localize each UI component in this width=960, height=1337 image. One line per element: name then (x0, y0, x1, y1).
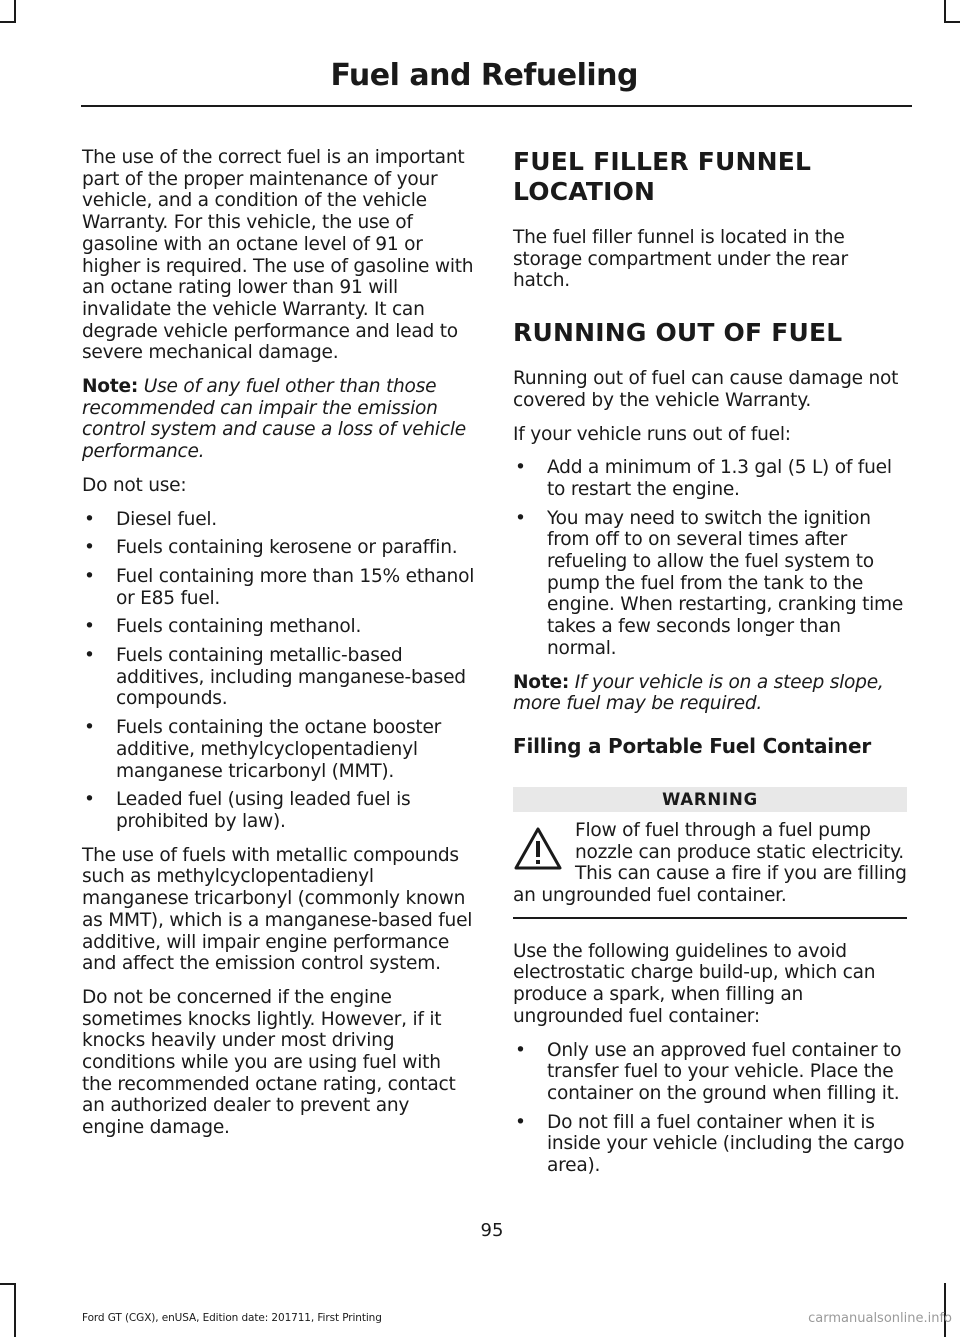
bullet: • (84, 645, 95, 667)
list-item-text: Fuels containing methanol. (116, 616, 362, 638)
bullet: • (84, 565, 95, 587)
list-item (82, 616, 476, 638)
list-item (82, 537, 476, 559)
list-item (513, 1112, 907, 1177)
guidelines-paragraph: Use the following guidelines to avoid electrostatic charge build-up, which can produce a spark, when filling an ungrounded fuel container: (513, 940, 876, 1027)
left-column (82, 147, 476, 1151)
note-label: Note: (513, 671, 570, 693)
funnel-location-paragraph: The fuel filler funnel is located in the storage compartment under the rear hatch. (513, 227, 848, 292)
bullet: • (515, 457, 526, 479)
note-text: If your vehicle is on a steep slope, more fuel may be required. (513, 671, 884, 715)
do-not-use-label: Do not use: (82, 474, 187, 496)
section-heading-running-out-of-fuel: RUNNING OUT OF FUEL (513, 318, 843, 348)
note-paragraph (513, 672, 907, 715)
crop-mark (944, 1283, 946, 1337)
note-text: Use of any fuel other than those recommended can impair the emission control system and cause a loss of vehicle performance. (82, 376, 466, 463)
bullet: • (84, 508, 95, 530)
warning-box (513, 820, 907, 919)
list-item (82, 509, 476, 531)
list-item-text: Fuels containing the octane booster additive, methylcyclopentadienyl manganese tricarbonyl (MMT). (116, 717, 442, 782)
bullet: • (515, 1111, 526, 1133)
crop-mark (944, 0, 946, 22)
bullet: • (84, 616, 95, 638)
guidelines-list (513, 1040, 907, 1177)
list-item-text: You may need to switch the ignition from off to on several times after refueling to allow the fuel system to pump the fuel from the tank to the engine. When restarting, cranking time takes a few seconds longer than normal. (547, 507, 904, 659)
warning-triangle-icon (513, 826, 563, 872)
header-divider (81, 105, 912, 107)
subsection-heading-portable-container: Filling a Portable Fuel Container (513, 733, 871, 758)
running-out-paragraph: Running out of fuel can cause damage not covered by the vehicle Warranty. (513, 368, 899, 411)
do-not-use-list (82, 509, 476, 833)
heading-line: FUEL FILLER FUNNEL (513, 147, 812, 176)
watermark: carmanualsonline.info (808, 1311, 952, 1326)
list-item (513, 457, 907, 500)
list-item-text: Fuels containing metallic-based additives, including manganese-based compounds. (116, 645, 466, 710)
page-title: Fuel and Refueling (330, 58, 638, 93)
bullet: • (84, 537, 95, 559)
crop-mark (0, 1283, 16, 1285)
list-item (82, 789, 476, 832)
runs-out-list (513, 457, 907, 659)
heading-line: LOCATION (513, 177, 656, 206)
section-heading-fuel-filler-funnel (513, 147, 907, 207)
crop-mark (944, 21, 960, 23)
list-item-text: Add a minimum of 1.3 gal (5 L) of fuel to restart the engine. (547, 457, 892, 500)
runs-out-intro: If your vehicle runs out of fuel: (513, 423, 791, 445)
right-column (513, 147, 907, 1189)
warning-text: Flow of fuel through a fuel pump nozzle can produce static electricity. This can cause a fire if you are filling an ungrounded fuel container. (513, 819, 907, 907)
crop-mark (14, 1283, 16, 1337)
list-item (82, 717, 476, 782)
list-item (513, 508, 907, 660)
list-item (82, 645, 476, 710)
bullet: • (84, 717, 95, 739)
list-item-text: Only use an approved fuel container to transfer fuel to your vehicle. Place the container on the ground when filling it. (547, 1039, 902, 1104)
list-item-text: Do not fill a fuel container when it is inside your vehicle (including the cargo area). (547, 1111, 905, 1177)
engine-knock-paragraph: Do not be concerned if the engine sometimes knocks lightly. However, if it knocks heavily under most driving conditions while you are using fuel with the recommended octane rating, contact an authorized dealer to prevent any engine damage. (82, 986, 456, 1139)
note-label: Note: (82, 376, 139, 398)
intro-paragraph: The use of the correct fuel is an important part of the proper maintenance of your vehicle, and a condition of the vehicle Warranty. For this vehicle, the use of gasoline with an octane level of 91 or higher is required. The use of gasoline with an octane rating lower than 91 will invalidate the vehicle Warranty. It can degrade vehicle performance and lead to severe mechanical damage. (82, 147, 474, 364)
crop-mark (14, 0, 16, 22)
bullet: • (515, 1039, 526, 1061)
bullet: • (515, 507, 526, 529)
footer-edition-info: Ford GT (CGX), enUSA, Edition date: 201711, First Printing (82, 1312, 382, 1324)
crop-mark (0, 21, 16, 23)
list-item-text: Diesel fuel. (116, 508, 217, 530)
list-item (82, 566, 476, 609)
list-item (513, 1040, 907, 1105)
list-item-text: Leaded fuel (using leaded fuel is prohibited by law). (116, 789, 411, 832)
list-item-text: Fuels containing kerosene or paraffin. (116, 537, 458, 559)
metallic-compounds-paragraph: The use of fuels with metallic compounds such as methylcyclopentadienyl manganese tricarbonyl (commonly known as MMT), which is a manganese-based fuel additive, will impair engine performance and affect the emission control system. (82, 844, 473, 975)
warning-header: WARNING (513, 787, 907, 812)
bullet: • (84, 789, 95, 811)
note-paragraph (82, 376, 476, 463)
page-number: 95 (480, 1220, 504, 1241)
list-item-text: Fuel containing more than 15% ethanol or E85 fuel. (116, 565, 475, 609)
